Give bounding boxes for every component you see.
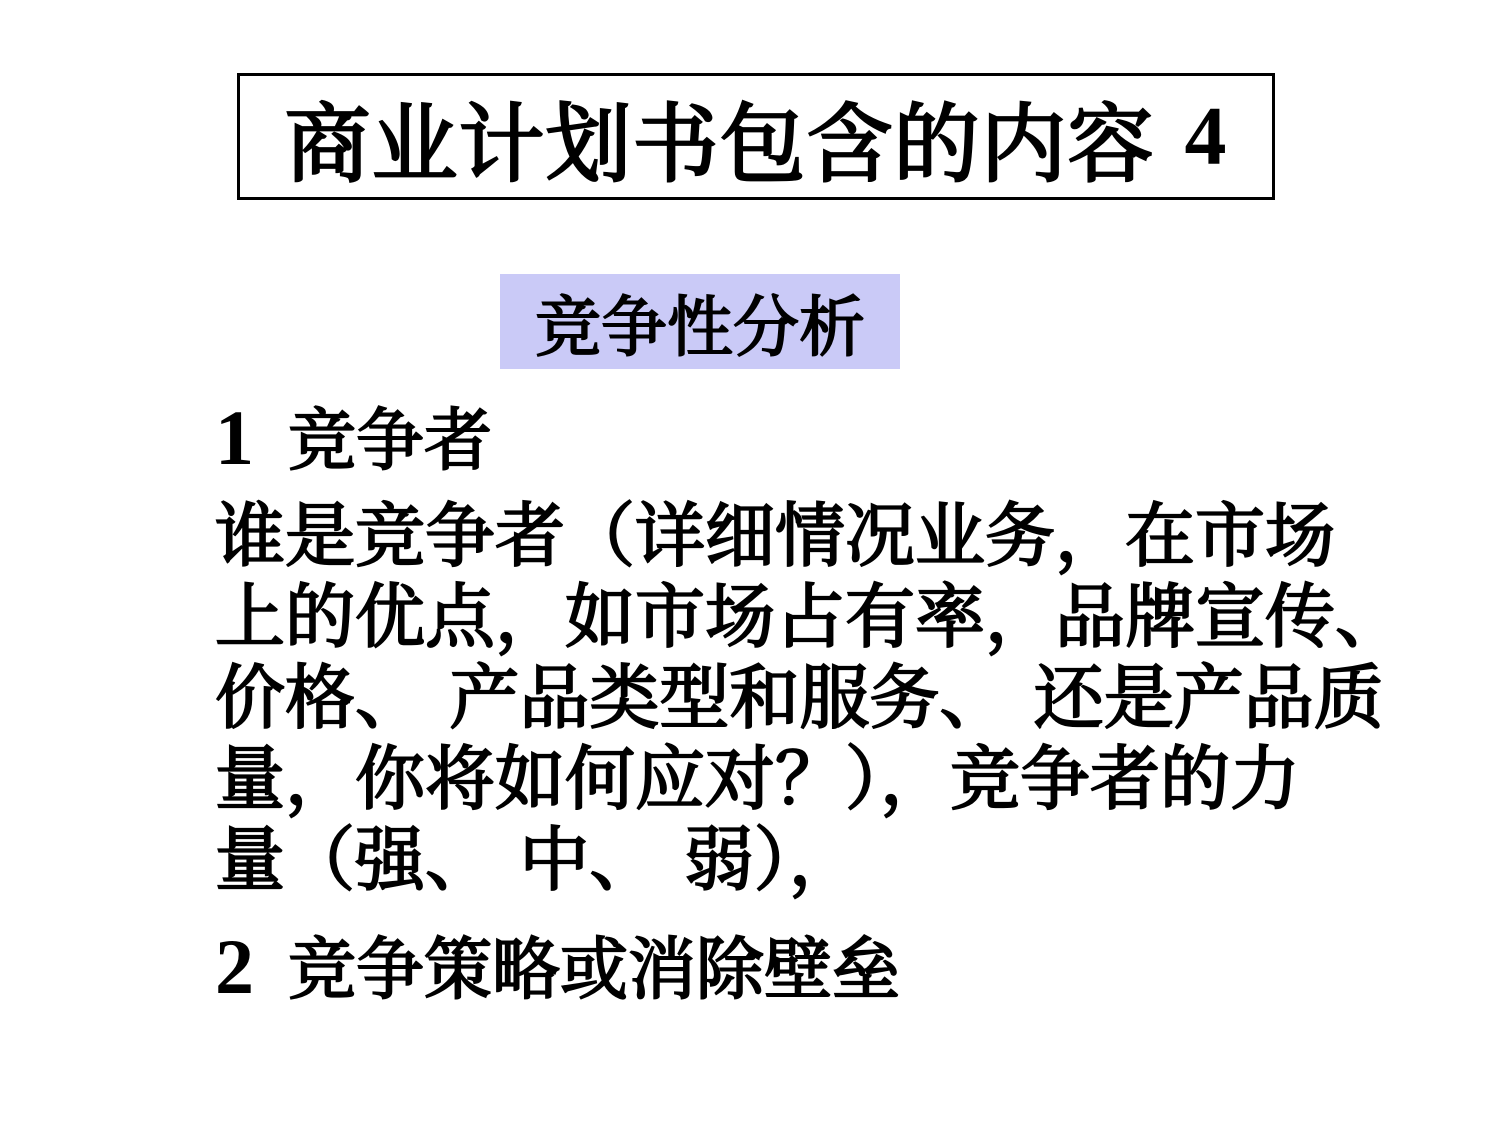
subtitle-highlight: [500, 274, 900, 369]
paragraph-line: 谁是竞争者（详细情况业务，在市场: [215, 495, 1335, 577]
paragraph-line: 价格、 产品类型和服务、 还是产品质: [215, 657, 1384, 739]
competitors-description-paragraph: [215, 496, 1415, 901]
slide-title-box: [237, 73, 1275, 200]
list-item-strategy-number: 2: [215, 923, 254, 1010]
paragraph-line: 量，你将如何应对？），竞争者的力: [215, 738, 1300, 820]
slide-title-number: 4: [1184, 90, 1228, 183]
body-text-block: [215, 394, 1415, 1011]
paragraph-line: 上的优点，如市场占有率，品牌宣传、: [215, 576, 1405, 658]
list-item-competitors-label: 竞争者: [288, 402, 493, 481]
list-item-strategy: [215, 923, 1415, 1011]
slide-title-text: 商业计划书包含的内容: [284, 94, 1155, 195]
list-item-competitors: [215, 394, 1415, 482]
list-item-strategy-label: 竞争策略或消除壁垒: [288, 931, 901, 1010]
subtitle-text: 竞争性分析: [535, 289, 865, 366]
paragraph-line: 量（强、 中、 弱），: [215, 819, 859, 901]
list-item-competitors-number: 1: [215, 394, 254, 481]
